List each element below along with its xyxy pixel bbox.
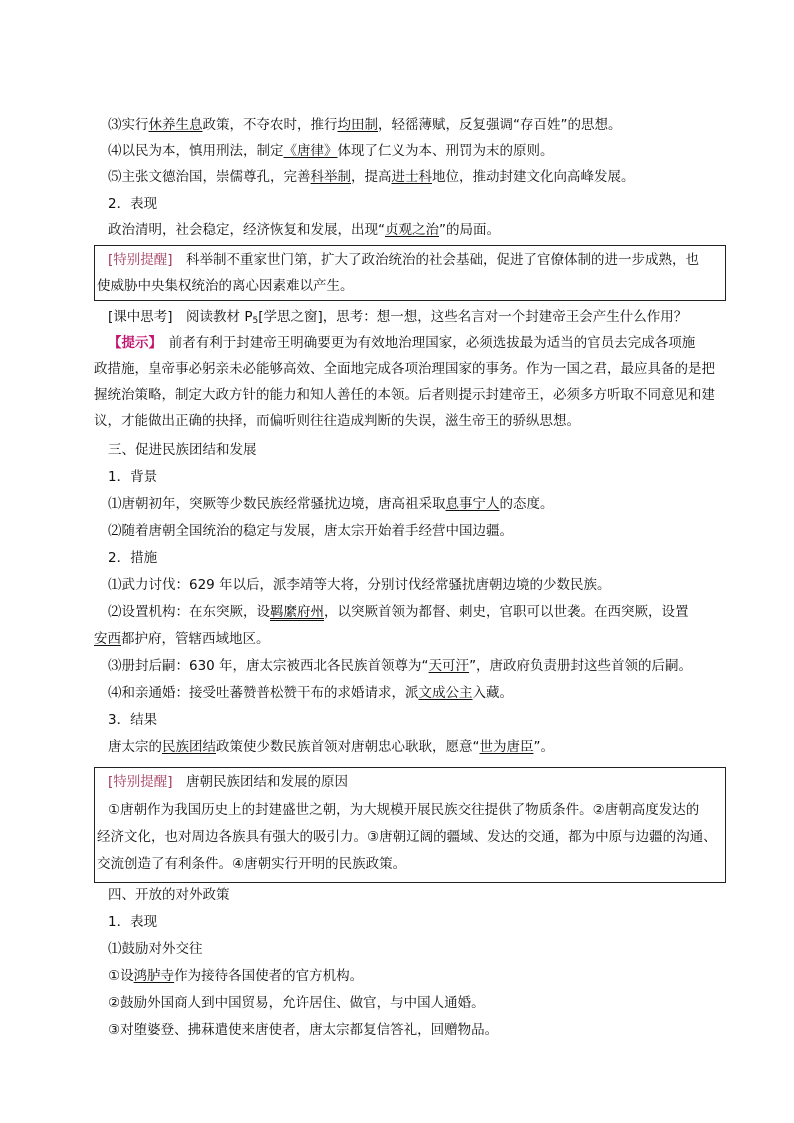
- note-tag: [特别提醒]: [108, 252, 173, 268]
- tip-line-1: [108, 333, 695, 353]
- text: 入藏。: [472, 685, 513, 701]
- tip-line-3: 握统治策略，制定大政方针的能力和知人善任的本领。后者则提示封建帝王，必须多方听取不同意见和建: [94, 387, 715, 403]
- text: 唐太宗的: [108, 739, 162, 755]
- text: ⑵设置机构：在东突厥，设: [108, 604, 270, 620]
- text: 科举制不重家世门第，扩大了政治统治的社会基础，促进了官僚体制的进一步成熟，也: [172, 252, 700, 268]
- text: 政策使少数民族首领对唐朝忠心耿耿，愿意“: [216, 739, 480, 755]
- subheading: 1．背景: [108, 469, 158, 485]
- background-1: [108, 494, 554, 514]
- text: 体现了仁义为本、刑罚为末的原则。: [337, 143, 554, 159]
- keyword: 贞观之治: [385, 222, 439, 238]
- note-tag: [特别提醒]: [108, 774, 173, 790]
- subheading: 1．表现: [108, 914, 158, 930]
- text: 政策，不夺农时，推行: [202, 117, 338, 133]
- subheading: 3．结果: [108, 712, 158, 728]
- text: 的态度。: [499, 496, 554, 512]
- measure-5: [108, 167, 635, 187]
- page-subscript: 5: [252, 316, 259, 326]
- keyword: 天可汗: [428, 658, 470, 674]
- text: ⑸主张文德治国，崇儒尊孔，完善: [108, 169, 311, 185]
- tip-label: 【提示】: [108, 335, 156, 351]
- text: ”的局面。: [439, 222, 500, 238]
- measure-3: [108, 115, 622, 135]
- measure-institutions: [108, 602, 689, 622]
- performance-text: [108, 220, 500, 240]
- note-line-1: [108, 250, 699, 270]
- text: [学思之窗]，思考：想一想，这些名言对一个封建帝王会产生什么作用？: [258, 309, 688, 325]
- keyword: 科举制: [310, 169, 351, 185]
- measure-military: ⑴武力讨伐：629 年以后，派李靖等大将，分别讨伐经常骚扰唐朝边境的少数民族。: [108, 577, 611, 593]
- sub-subheading: ⑴鼓励对外交往: [108, 941, 203, 957]
- text: ⑷和亲通婚：接受吐蕃赞普松赞干布的求婚请求，派: [108, 685, 419, 701]
- keyword: 世为唐臣: [479, 739, 534, 755]
- text: ”，唐政府负责册封这些首领的后嗣。: [469, 658, 693, 674]
- text: 唐朝民族团结和发展的原因: [172, 774, 349, 790]
- subheading: 2．表现: [108, 196, 158, 212]
- subheading: 2．措施: [108, 550, 158, 566]
- note2-line-2: 经济文化，也对周边各族具有强大的吸引力。③唐朝辽阔的疆域、发达的交通，都为中原与边疆的沟通、: [97, 829, 717, 845]
- text: ，提高: [351, 169, 392, 185]
- text: ⑶册封后嗣：630 年，唐太宗被西北各民族首领尊为“: [108, 658, 429, 674]
- keyword: 休养生息: [148, 117, 203, 133]
- keyword: 羁縻府州: [270, 604, 324, 620]
- text: 作为接待各国使者的官方机构。: [174, 968, 364, 984]
- measure-institutions-cont: [94, 629, 270, 649]
- tip-line-2: 政措施，皇帝事必躬亲未必能够高效、全面地完成各项治理国家的事务。作为一国之君，最应具备的是把: [94, 361, 715, 377]
- keyword: 文成公主: [418, 685, 473, 701]
- text: ①设: [108, 968, 134, 984]
- text: 都护府，管辖西域地区。: [121, 631, 270, 647]
- keyword: 《唐律》: [283, 143, 338, 159]
- keyword: 鸿胪寺: [133, 968, 175, 984]
- note2-line-1: ①唐朝作为我国历史上的封建盛世之朝，为大规模开展民族交往提供了物质条件。②唐朝高度发达的: [108, 802, 700, 818]
- item-1: [108, 966, 363, 986]
- keyword: 息事宁人: [445, 496, 500, 512]
- measure-4: [108, 141, 554, 161]
- result-text: [108, 737, 554, 757]
- text: ，轻徭薄赋，反复强调“存百姓”的思想。: [378, 117, 622, 133]
- keyword: 进士科: [391, 169, 432, 185]
- keyword: 民族团结: [162, 739, 216, 755]
- keyword: 安西: [94, 631, 121, 647]
- text: 前者有利于封建帝王明确要更为有效地治理国家，必须选拔最为适当的官员去完成各项施: [155, 335, 696, 351]
- think-question: [108, 307, 687, 331]
- note2-title: [108, 772, 348, 792]
- text: ，以突厥首领为都督、刺史，官职可以世袭。在西突厥，设置: [324, 604, 689, 620]
- think-tag: [课中思考]: [108, 309, 173, 325]
- note2-line-3: 交流创造了有利条件。④唐朝实行开明的民族政策。: [97, 856, 407, 872]
- text: ⑶实行: [108, 117, 149, 133]
- text: 政治清明，社会稳定，经济恢复和发展，出现“: [108, 222, 385, 238]
- section-title: 三、促进民族团结和发展: [108, 442, 257, 458]
- text: 地位，推动封建文化向高峰发展。: [432, 169, 635, 185]
- item-2: ②鼓励外国商人到中国贸易，允许居住、做官，与中国人通婚。: [108, 995, 485, 1011]
- item-3: ③对堕婆登、拂菻遣使来唐使者，唐太宗都复信答礼，回赠物品。: [108, 1022, 499, 1038]
- tip-line-4: 议，才能做出正确的抉择，而偏听则往往造成判断的失误，滋生帝王的骄纵思想。: [94, 413, 580, 429]
- text: ”。: [533, 739, 554, 755]
- background-2: ⑵随着唐朝全国统治的稳定与发展，唐太宗开始着手经营中国边疆。: [108, 523, 513, 539]
- text: ⑷以民为本，慎用刑法，制定: [108, 143, 284, 159]
- text: ⑴唐朝初年，突厥等少数民族经常骚扰边境，唐高祖采取: [108, 496, 446, 512]
- note-line-2: 使威胁中央集权统治的离心因素难以产生。: [97, 278, 354, 294]
- measure-enfeoffment: [108, 656, 692, 676]
- keyword: 均田制: [337, 117, 378, 133]
- text: 阅读教材 P: [172, 309, 253, 325]
- measure-marriage: [108, 683, 513, 703]
- section-title: 四、开放的对外政策: [108, 887, 230, 903]
